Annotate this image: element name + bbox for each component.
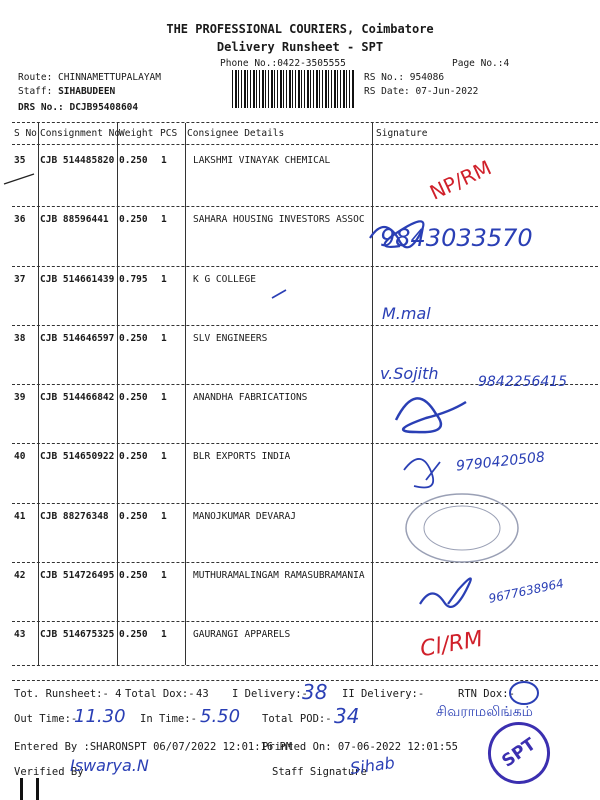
rtn-dox-label: RTN Dox:- [458,688,515,700]
printed-on: Printed On: 07-06-2022 12:01:55 [262,741,458,753]
handwritten-staff-signature: Sihab [348,752,396,779]
edge-mark [20,778,23,800]
signature-scribble-42 [420,578,471,606]
row-consignee: LAKSHMI VINAYAK CHEMICAL [193,155,331,166]
row-weight: 0.250 [119,570,148,581]
row-consignment: CJB 514675325 [40,629,115,640]
i-delivery-label: I Delivery:- [232,688,308,700]
row-weight: 0.250 [119,214,148,225]
handwritten-delivery-count: 38 [302,680,328,704]
row-consignment: CJB 514646597 [40,333,115,344]
row-consignee: ANANDHA FABRICATIONS [193,392,308,403]
total-dox-value: 43 [196,688,209,700]
handwritten-phone-40: 9790420508 [455,449,546,475]
row-weight: 0.250 [119,451,148,462]
total-pod-label: Total POD:- [262,713,332,725]
rs-number: RS No.: 954086 [364,72,445,83]
row-consignee: K G COLLEGE [193,274,256,285]
handwritten-phone-39: 9842256415 [478,374,568,390]
staff-signature-label: Staff Signature [272,766,367,778]
row-consignee: MUTHURAMALINGAM RAMASUBRAMANIA [193,570,365,581]
row-weight: 0.250 [119,333,148,344]
handwritten-verified-name: Iswarya.N [70,756,149,775]
tot-runsheet: Tot. Runsheet:- 4 [14,688,122,700]
row-pcs: 1 [161,629,167,640]
document-subtitle: Delivery Runsheet - SPT [216,40,384,54]
handwritten-in-time: 5.50 [200,706,241,727]
row-sno: 36 [14,214,26,225]
row-sno: 37 [14,274,26,285]
signature-scribble-40 [404,459,440,488]
ii-delivery-label: II Delivery:- [342,688,425,700]
company-title: THE PROFESSIONAL COURIERS, Coimbatore [166,22,434,36]
handwritten-np-rm: NP/RM [425,155,495,205]
verified-by-label: Verified By [14,766,84,778]
signature-scribble-39 [396,398,466,432]
row-pcs: 1 [161,274,167,285]
round-stamp [402,488,522,568]
row-weight: 0.250 [119,155,148,166]
page-number: Page No.:4 [452,58,510,69]
row-weight: 0.250 [119,629,148,640]
row-sno: 42 [14,570,26,581]
row-pcs: 1 [161,451,167,462]
row-weight: 0.795 [119,274,148,285]
stamp-inner-ring [424,506,500,550]
entered-by: Entered By :SHARONSPT 06/07/2022 12:01:16 PM [14,741,293,753]
handwritten-phone-36: 9843033570 [380,224,533,252]
row-sno: 38 [14,333,26,344]
total-dox-label: Total Dox:- [125,688,195,700]
route-label: Route: CHINNAMETTUPALAYAM [18,72,161,83]
row-consignee: BLR EXPORTS INDIA [193,451,291,462]
handwritten-pod-count: 34 [334,704,360,728]
phone-number: Phone No.:0422-3505555 [220,58,346,69]
circle-mark [510,682,538,704]
signature-scribble-36 [370,221,423,247]
col-consignee: Consignee Details [187,128,285,139]
handwritten-signature-38: M.mal [382,304,431,323]
handwritten-tamil-note: சிவராமலிங்கம் [436,704,533,720]
staff-label: Staff: [18,86,53,97]
row-weight: 0.250 [119,511,148,522]
col-sno: S No [14,128,37,139]
row-pcs: 1 [161,155,167,166]
row-consignee: MANOJKUMAR DEVARAJ [193,511,296,522]
row-sno: 35 [14,155,26,166]
row-sno: 43 [14,629,26,640]
pen-mark-37 [272,290,286,298]
row-consignment: CJB 88276348 [40,511,109,522]
edge-mark [36,778,39,800]
handwritten-out-time: 11.30 [74,706,126,727]
col-pcs: PCS [160,128,178,139]
drs-number: DRS No.: DCJB95408604 [18,102,139,113]
row-consignee: GAURANGI APPARELS [193,629,291,640]
row-sno: 41 [14,511,26,522]
row-consignee: SLV ENGINEERS [193,333,268,344]
out-time-label: Out Time:- [14,713,78,725]
staff-name: SIHABUDEEN [58,86,116,97]
col-weight: Weight [119,128,154,139]
row-sno: 39 [14,392,26,403]
row-weight: 0.250 [119,392,148,403]
row-pcs: 1 [161,392,167,403]
row-consignee: SAHARA HOUSING INVESTORS ASSOC [193,214,365,225]
row-consignment: CJB 514726495 [40,570,115,581]
rs-date: RS Date: 07-Jun-2022 [364,86,479,97]
row-pcs: 1 [161,511,167,522]
row-pcs: 1 [161,214,167,225]
row-sno: 40 [14,451,26,462]
row-consignment: CJB 88596441 [40,214,109,225]
row-consignment: CJB 514485820 [40,155,115,166]
row-pcs: 1 [161,570,167,581]
col-consignment: Consignment No [40,128,121,139]
handwritten-phone-42: 9677638964 [487,576,565,606]
handwritten-cl-rm: Cl/RM [418,626,485,663]
handwritten-signature-39: v.Sojith [380,364,439,383]
in-time-label: In Time:- [140,713,197,725]
stamp-ring [406,494,518,562]
row-pcs: 1 [161,333,167,344]
row-consignment: CJB 514466842 [40,392,115,403]
row-consignment: CJB 514650922 [40,451,115,462]
col-signature: Signature [376,128,428,139]
row-consignment: CJB 514661439 [40,274,115,285]
pen-mark-margin [4,174,34,184]
spt-stamp-text: SPT [498,734,540,772]
